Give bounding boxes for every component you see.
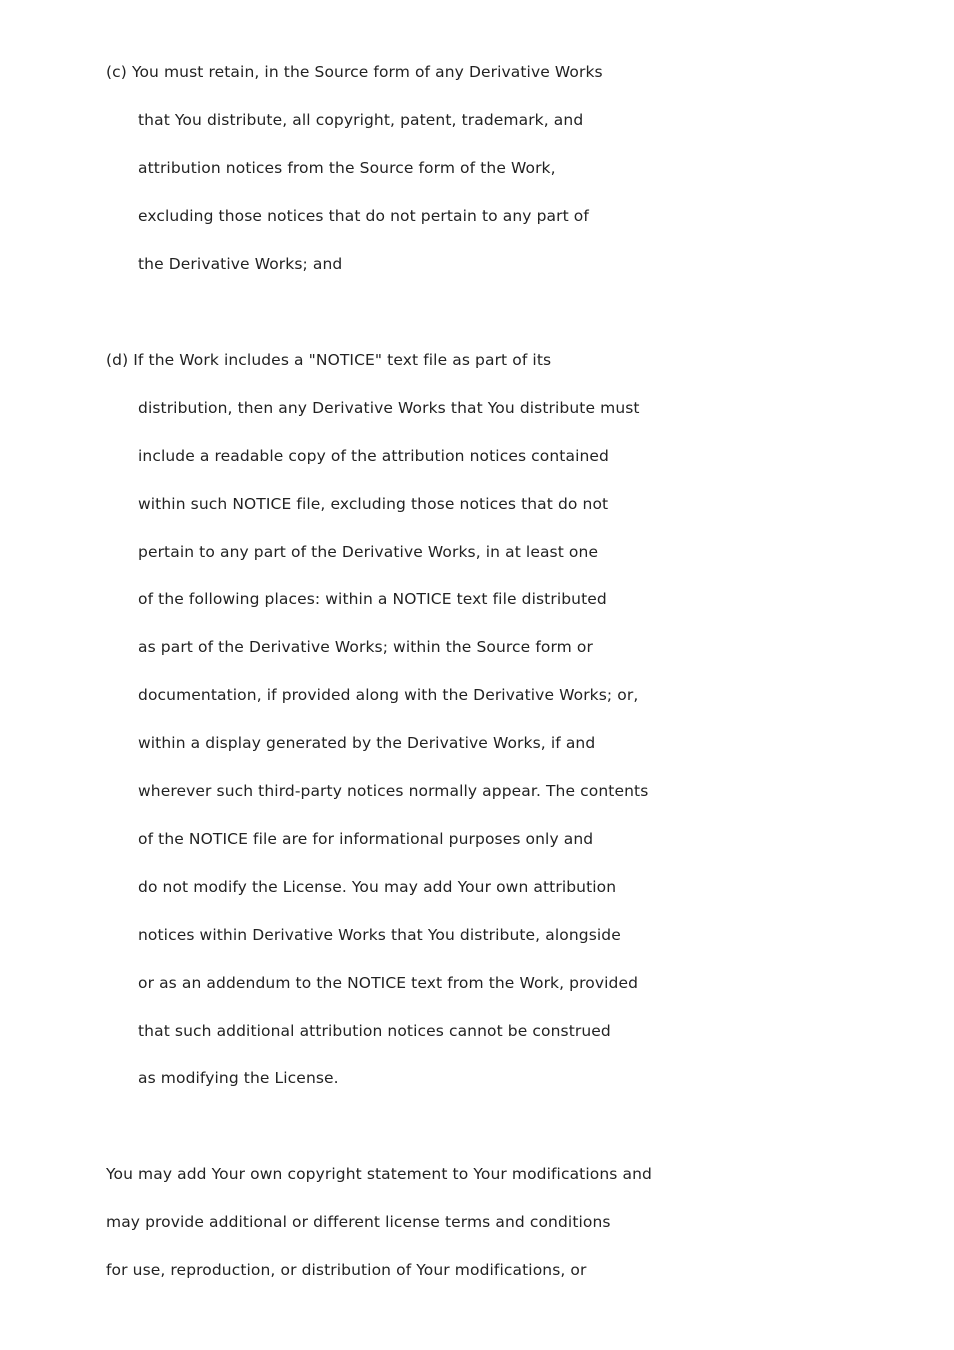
paragraph-line: include a readable copy of the attribution notices contained <box>138 447 609 465</box>
paragraph-line: documentation, if provided along with the Derivative Works; or, <box>138 686 639 704</box>
paragraph-line: You may add Your own copyright statement to Your modifications and <box>106 1165 652 1183</box>
paragraph-line: wherever such third-party notices normally appear. The contents <box>138 782 649 800</box>
paragraph-line: of the NOTICE file are for informational purposes only and <box>138 830 594 848</box>
paragraph-line: as part of the Derivative Works; within the Source form or <box>138 638 593 656</box>
paragraph-line: (d) If the Work includes a "NOTICE" text file as part of its <box>106 351 552 369</box>
paragraph-line: the Derivative Works; and <box>138 255 343 273</box>
paragraph-line: attribution notices from the Source form of the Work, <box>138 159 556 177</box>
paragraph-line: within a display generated by the Derivative Works, if and <box>138 734 596 752</box>
paragraph-line: distribution, then any Derivative Works that You distribute must <box>138 399 640 417</box>
paragraph-line: within such NOTICE file, excluding those notices that do not <box>138 495 609 513</box>
paragraph-line: may provide additional or different license terms and conditions <box>106 1213 611 1231</box>
paragraph-line: pertain to any part of the Derivative Works, in at least one <box>138 543 599 561</box>
paragraph-line: do not modify the License. You may add Your own attribution <box>138 878 617 896</box>
paragraph-line: for use, reproduction, or distribution of Your modifications, or <box>106 1261 587 1279</box>
paragraph-line: notices within Derivative Works that You distribute, alongside <box>138 926 621 944</box>
paragraph-line: (c) You must retain, in the Source form of any Derivative Works <box>106 63 603 81</box>
paragraph-line: that You distribute, all copyright, patent, trademark, and <box>138 111 584 129</box>
paragraph-line: as modifying the License. <box>138 1069 339 1087</box>
paragraph-line: of the following places: within a NOTICE text file distributed <box>138 590 607 608</box>
paragraph-line: excluding those notices that do not pertain to any part of <box>138 207 589 225</box>
paragraph-line: or as an addendum to the NOTICE text from the Work, provided <box>138 974 639 992</box>
paragraph-line: that such additional attribution notices cannot be construed <box>138 1022 611 1040</box>
